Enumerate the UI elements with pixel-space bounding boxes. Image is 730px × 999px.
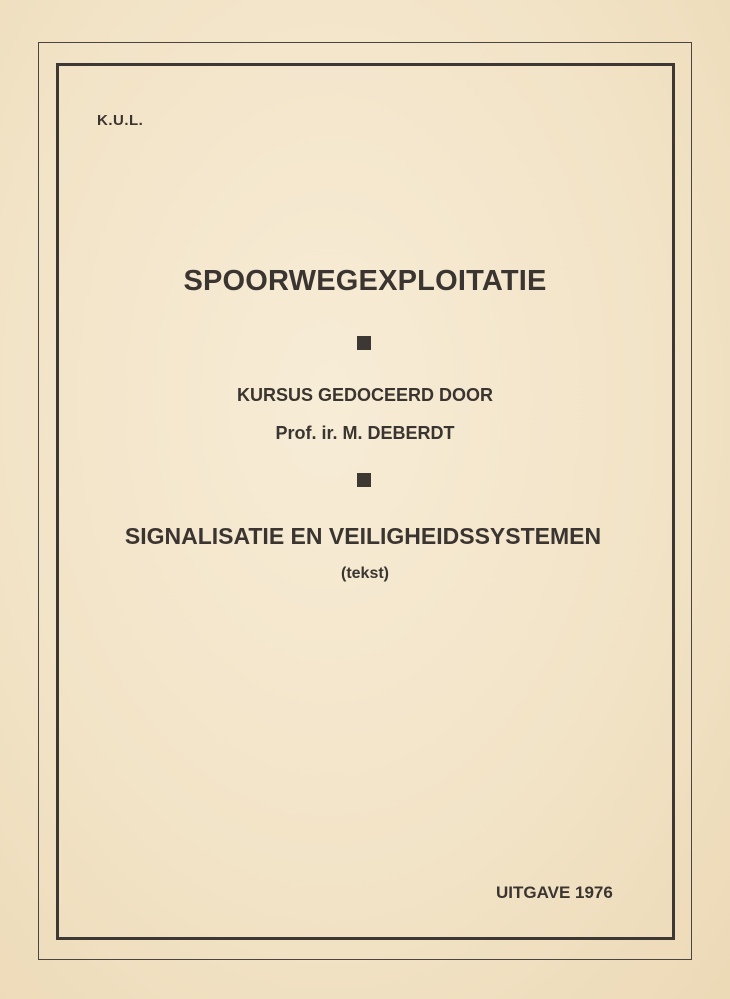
text-note: (tekst) [340,565,389,582]
square-bullet-icon [357,336,371,350]
edition-year: UITGAVE 1976 [496,883,613,902]
professor-name: Prof. ir. M. DEBERDT [275,423,455,443]
institution-label: K.U.L. [97,112,144,129]
main-title: SPOORWEGEXPLOITATIE [183,265,547,297]
square-bullet-icon [357,473,371,487]
inner-border [56,63,675,940]
subtitle: SIGNALISATIE EN VEILIGHEIDSSYSTEMEN [124,523,602,549]
course-taught-by: KURSUS GEDOCEERD DOOR [236,385,494,405]
